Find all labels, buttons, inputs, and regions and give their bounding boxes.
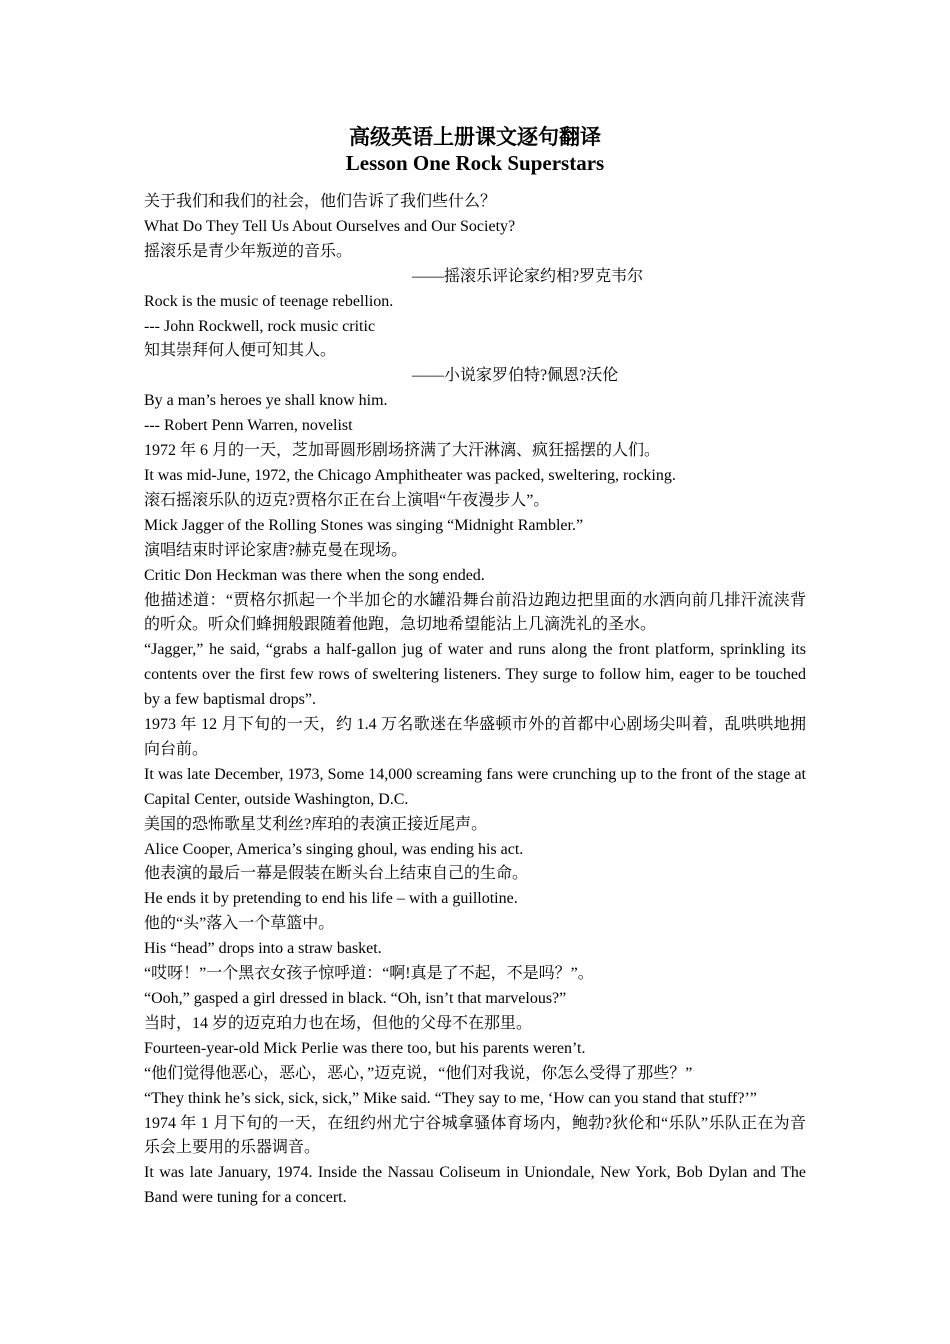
text-line: “Ooh,” gasped a girl dressed in black. “Oh, isn’t that marvelous?” bbox=[144, 990, 567, 1007]
text-line: “他们觉得他恶心，恶心，恶心，”迈克说，“他们对我说，你怎么受得了那些？” bbox=[144, 1064, 693, 1082]
text-line: 他的“头”落入一个草篮中。 bbox=[144, 915, 335, 933]
text-line: “哎呀！”一个黑衣女孩子惊呼道：“啊!真是了不起，不是吗？”。 bbox=[144, 965, 594, 983]
title-english: Lesson One Rock Superstars bbox=[345, 151, 605, 175]
text-line: --- John Rockwell, rock music critic bbox=[144, 317, 376, 335]
title-block bbox=[144, 124, 806, 176]
text-line: Rock is the music of teenage rebellion. bbox=[144, 292, 394, 310]
text-line: 美国的恐怖歌星艾利丝?库珀的表演正接近尾声。 bbox=[144, 815, 488, 833]
text-line: By a man’s heroes ye shall know him. bbox=[144, 392, 388, 410]
text-line: 知其崇拜何人便可知其人。 bbox=[144, 342, 337, 360]
text-line: Mick Jagger of the Rolling Stones was singing “Midnight Rambler.” bbox=[144, 516, 584, 534]
text-line: 摇滚乐是青少年叛逆的音乐。 bbox=[144, 242, 353, 260]
text-line: 1972 年 6 月的一天，芝加哥圆形剧场挤满了大汗淋漓、疯狂摇摆的人们。 bbox=[144, 442, 661, 460]
title-chinese: 高级英语上册课文逐句翻译 bbox=[349, 125, 601, 149]
text-line: He ends it by pretending to end his life – with a guillotine. bbox=[144, 890, 518, 908]
text-line: Alice Cooper, America’s singing ghoul, was ending his act. bbox=[144, 840, 524, 858]
text-line: “Jagger,” he said, “grabs a half-gallon jug of water and runs along the front platform, sprinkling its contents over the first few rows of sweltering listeners. They surge to follow him, eager to be touched by a few baptismal drops”. bbox=[144, 641, 806, 709]
text-line: Fourteen-year-old Mick Perlie was there too, but his parents weren’t. bbox=[144, 1039, 586, 1057]
attribution-line: ——摇滚乐评论家约相?罗克韦尔 bbox=[412, 267, 644, 285]
text-line: It was mid-June, 1972, the Chicago Amphitheater was packed, sweltering, rocking. bbox=[144, 466, 676, 484]
attribution-line: ——小说家罗伯特?佩恩?沃伦 bbox=[412, 367, 619, 385]
text-line: His “head” drops into a straw basket. bbox=[144, 940, 382, 958]
text-line: 关于我们和我们的社会，他们告诉了我们些什么？ bbox=[144, 193, 497, 210]
text-line: It was late January, 1974. Inside the Nassau Coliseum in Uniondale, New York, Bob Dylan and The Band were tuning for a concert. bbox=[144, 1164, 806, 1207]
text-line: 他描述道：“贾格尔抓起一个半加仑的水罐沿舞台前沿边跑边把里面的水洒向前几排汗流浃背的听众。听众们蜂拥般跟随着他跑，急切地希望能沾上几滴洗礼的圣水。 bbox=[144, 591, 806, 634]
text-line: Critic Don Heckman was there when the song ended. bbox=[144, 566, 485, 584]
text-line: What Do They Tell Us About Ourselves and Our Society? bbox=[144, 217, 516, 235]
text-line: “They think he’s sick, sick, sick,” Mike said. “They say to me, ‘How can you stand that stuff?’” bbox=[144, 1089, 757, 1107]
text-line: 当时，14 岁的迈克珀力也在场，但他的父母不在那里。 bbox=[144, 1014, 533, 1032]
text-line: It was late December, 1973, Some 14,000 screaming fans were crunching up to the front of the stage at Capital Center, outside Washington, D.C. bbox=[144, 765, 806, 808]
text-line: 滚石摇滚乐队的迈克?贾格尔正在台上演唱“午夜漫步人”。 bbox=[144, 491, 550, 509]
text-line: 演唱结束时评论家唐?赫克曼在现场。 bbox=[144, 541, 408, 559]
text-line: --- Robert Penn Warren, novelist bbox=[144, 417, 353, 435]
body-text bbox=[144, 190, 806, 1211]
text-line: 他表演的最后一幕是假装在断头台上结束自己的生命。 bbox=[144, 865, 529, 883]
text-line: 1974 年 1 月下旬的一天，在纽约州尤宁谷城拿骚体育场内，鲍勃?狄伦和“乐队”乐队正在为音乐会上要用的乐器调音。 bbox=[144, 1114, 806, 1157]
text-line: 1973 年 12 月下旬的一天，约 1.4 万名歌迷在华盛顿市外的首都中心剧场尖叫着，乱哄哄地拥向台前。 bbox=[144, 716, 806, 758]
